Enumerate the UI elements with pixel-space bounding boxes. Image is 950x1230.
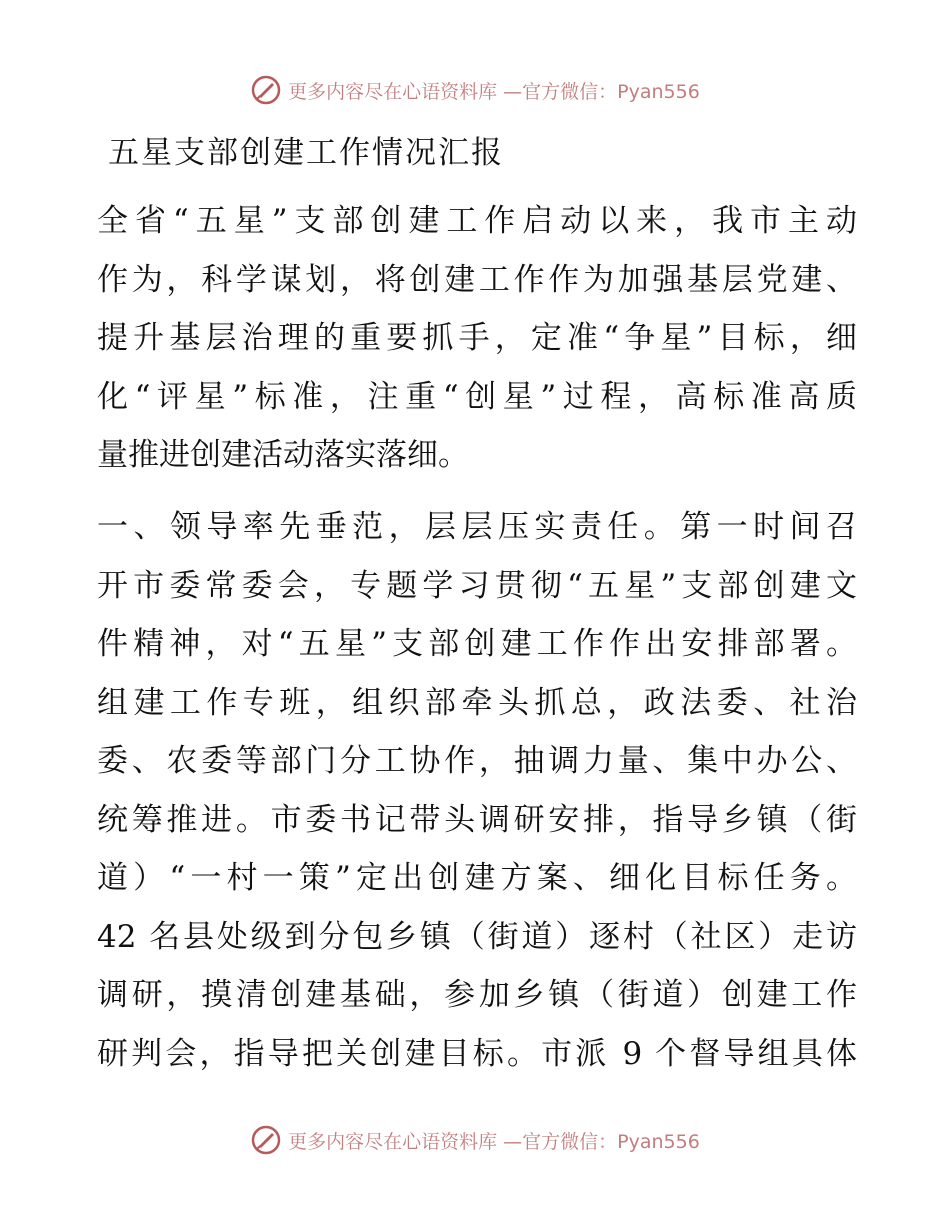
watermark-main-text: 更多内容尽在心语资料库 — [288, 80, 498, 103]
text-line: 作为，科学谋划，将创建工作作为加强基层党建、 — [97, 261, 857, 298]
text-line: 开市委常委会，专题学习贯彻“五星”支部创建文 — [97, 567, 857, 604]
text-line: 提升基层治理的重要抓手，定准“争星”目标，细 — [97, 320, 857, 356]
document-title: 五星支部创建工作情况汇报 — [108, 135, 504, 171]
quill-logo-icon — [250, 74, 282, 106]
text-line: 研判会，指导把关创建目标。市派 9 个督导组具体 — [97, 1035, 857, 1072]
watermark-sub-text: —官方微信：Pyan556 — [503, 80, 700, 103]
text-line: 件精神，对“五星”支部创建工作作出安排部署。 — [97, 626, 857, 662]
text-line: 化“评星”标准，注重“创星”过程，高标准高质 — [97, 378, 857, 415]
quill-logo-icon — [250, 1124, 282, 1156]
header-watermark — [0, 70, 950, 110]
footer-watermark — [0, 1120, 950, 1160]
text-line: 全省“五星”支部创建工作启动以来，我市主动 — [97, 203, 857, 239]
text-line: 一、领导率先垂范，层层压实责任。第一时间召 — [97, 509, 857, 545]
watermark-main-text: 更多内容尽在心语资料库 — [288, 1130, 498, 1153]
watermark-sub-text: —官方微信：Pyan556 — [503, 1130, 700, 1153]
paragraph-intro — [97, 192, 857, 485]
text-line: 42 名县处级到分包乡镇（街道）逐村（社区）走访 — [97, 918, 857, 955]
text-line: 统筹推进。市委书记带头调研安排，指导乡镇（街 — [97, 801, 857, 838]
text-line: 量推进创建活动落实落细。 — [97, 437, 469, 473]
paragraph-section-one — [97, 498, 857, 1083]
text-line: 调研，摸清创建基础，参加乡镇（街道）创建工作 — [97, 977, 857, 1013]
text-line: 组建工作专班，组织部牵头抓总，政法委、社治 — [97, 684, 857, 721]
text-line: 道）“一村一策”定出创建方案、细化目标任务。 — [97, 860, 857, 896]
text-line: 委、农委等部门分工协作，抽调力量、集中办公、 — [97, 743, 857, 779]
